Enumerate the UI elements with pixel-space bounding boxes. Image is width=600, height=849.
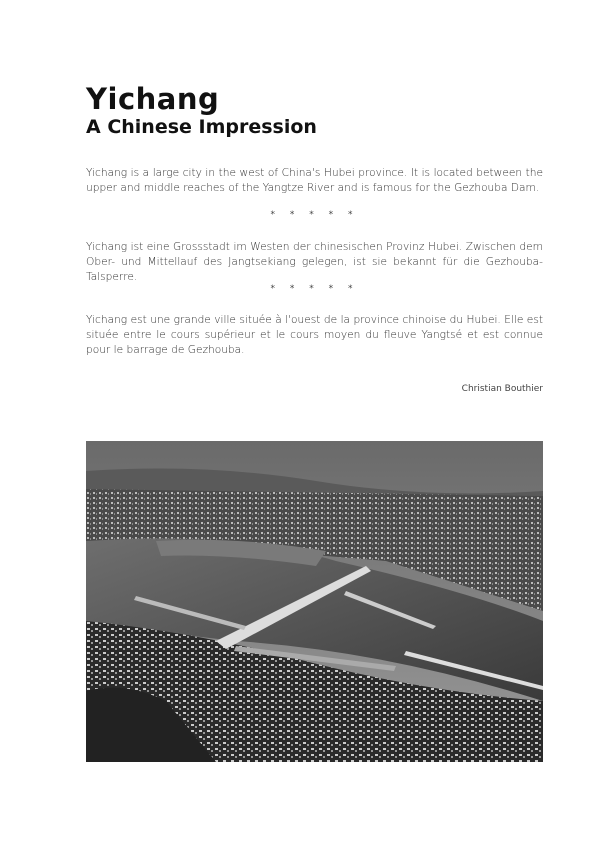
page-title: Yichang (86, 82, 220, 116)
paragraph-english: Yichang is a large city in the west of China's Hubei province. It is located between the upper and middle reaches of the Yangtze River and is famous for the Gezhouba Dam. (86, 167, 543, 194)
aerial-photo-gezhouba-dam (86, 441, 543, 762)
separator-stars: * * * * * (270, 284, 359, 294)
paragraph-german: Yichang ist eine Grossstadt im Westen der chinesischen Provinz Hubei. Zwischen dem Ober- und Mittellauf des Jangtsekiang gelegen, ist sie bekannt für die Gezhouba-Talsperre. (86, 241, 543, 283)
author-name: Christian Bouthier (461, 384, 543, 394)
separator-stars: * * * * * (270, 210, 359, 220)
paragraph-french: Yichang est une grande ville située à l'ouest de la province chinoise du Hubei. Elle est située entre le cours supérieur et le cours moyen du fleuve Yangtsé et est connue pour le barrage de Gezhouba. (86, 314, 543, 356)
page-subtitle: A Chinese Impression (86, 116, 317, 138)
